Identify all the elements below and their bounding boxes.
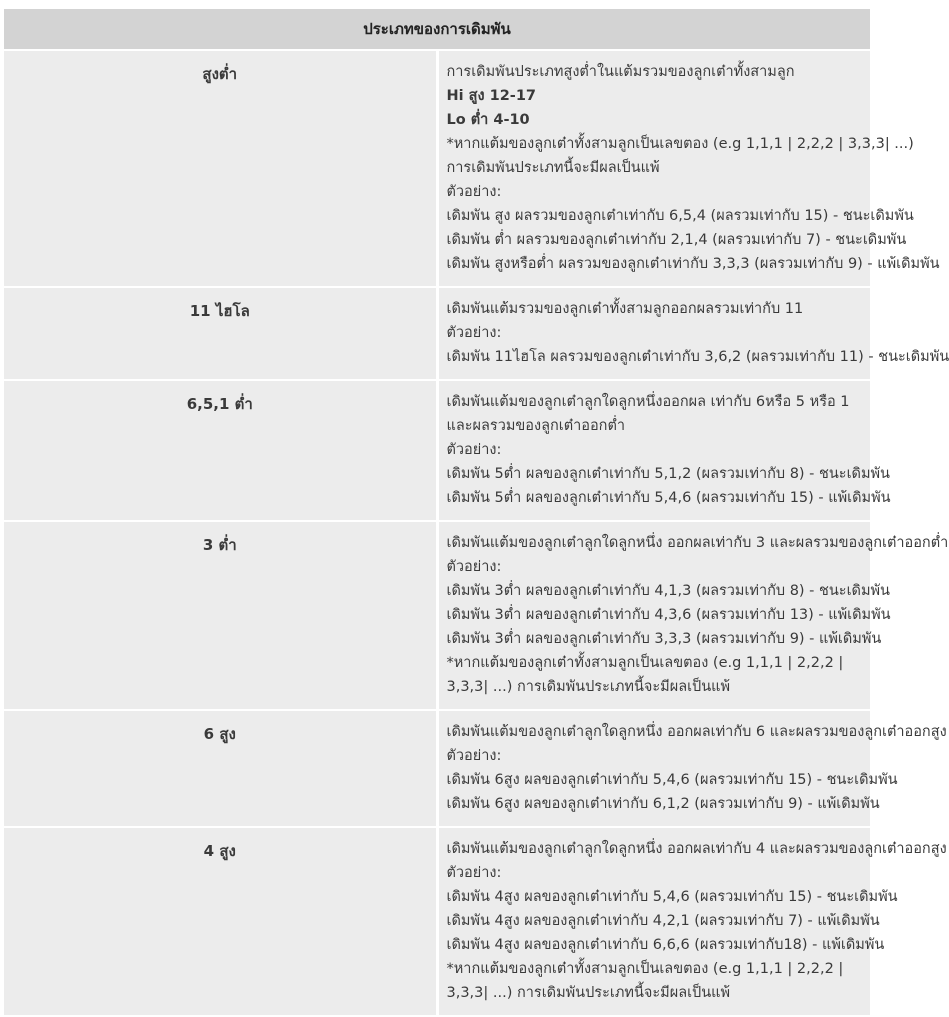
bet-type-description [437, 287, 949, 380]
table-row [4, 50, 870, 287]
description-line: เดิมพัน 4สูง ผลของลูกเต๋าเท่ากับ 4,2,1 (ผลรวมเท่ากับ 7) - แพ้เดิมพัน [446, 913, 880, 929]
description-line: เดิมพัน 4สูง ผลของลูกเต๋าเท่ากับ 5,4,6 (ผลรวมเท่ากับ 15) - ชนะเดิมพัน [446, 889, 898, 905]
table-row [4, 521, 870, 710]
description-line: เดิมพันแต้มของลูกเต๋าลูกใดลูกหนึ่งออกผล เท่ากับ 6หรือ 5 หรือ 1 [446, 394, 850, 410]
bet-type-description [437, 827, 947, 1016]
description-line: เดิมพันแต้มของลูกเต๋าลูกใดลูกหนึ่ง ออกผลเท่ากับ 3 และผลรวมของลูกเต๋าออกต่ำ [446, 535, 949, 551]
description-line: เดิมพัน สูงหรือต่ำ ผลรวมของลูกเต๋าเท่ากับ 3,3,3 (ผลรวมเท่ากับ 9) - แพ้เดิมพัน [446, 256, 940, 272]
description-line: *หากแต้มของลูกเต๋าทั้งสามลูกเป็นเลขตอง (e.g 1,1,1 | 2,2,2 | 3,3,3| ...) [446, 136, 914, 152]
description-line: Hi สูง 12-17 [446, 88, 537, 104]
description-line: ตัวอย่าง: [446, 559, 502, 575]
description-line: Lo ต่ำ 4-10 [446, 112, 530, 128]
description-line: เดิมพัน 3ต่ำ ผลของลูกเต๋าเท่ากับ 4,3,6 (ผลรวมเท่ากับ 13) - แพ้เดิมพัน [446, 607, 891, 623]
description-line: ตัวอย่าง: [446, 748, 502, 764]
bet-type-description [437, 380, 891, 521]
description-line: ตัวอย่าง: [446, 865, 502, 881]
description-line: เดิมพัน ต่ำ ผลรวมของลูกเต๋าเท่ากับ 2,1,4 (ผลรวมเท่ากับ 7) - ชนะเดิมพัน [446, 232, 907, 248]
bet-type-name: สูงต่ำ [4, 50, 437, 287]
bet-type-name: 11 ไฮโล [4, 287, 437, 380]
description-line: และผลรวมของลูกเต๋าออกต่ำ [446, 418, 626, 434]
description-line: เดิมพันแต้มของลูกเต๋าลูกใดลูกหนึ่ง ออกผลเท่ากับ 6 และผลรวมของลูกเต๋าออกสูง [446, 724, 947, 740]
description-line: เดิมพัน 5ต่ำ ผลของลูกเต๋าเท่ากับ 5,1,2 (ผลรวมเท่ากับ 8) - ชนะเดิมพัน [446, 466, 890, 482]
description-line: การเดิมพันประเภทนี้จะมีผลเป็นแพ้ [446, 160, 660, 176]
description-line: เดิมพัน 4สูง ผลของลูกเต๋าเท่ากับ 6,6,6 (ผลรวมเท่ากับ18) - แพ้เดิมพัน [446, 937, 885, 953]
bet-type-name: 6,5,1 ต่ำ [4, 380, 437, 521]
description-line: เดิมพัน 6สูง ผลของลูกเต๋าเท่ากับ 5,4,6 (ผลรวมเท่ากับ 15) - ชนะเดิมพัน [446, 772, 898, 788]
bet-type-name: 4 สูง [4, 827, 437, 1016]
description-line: การเดิมพันประเภทสูงต่ำในแต้มรวมของลูกเต๋าทั้งสามลูก [446, 64, 795, 80]
table-body [4, 50, 949, 1016]
description-line: เดิมพัน 11ไฮโล ผลรวมของลูกเต๋าเท่ากับ 3,6,2 (ผลรวมเท่ากับ 11) - ชนะเดิมพัน [446, 349, 949, 365]
description-line: *หากแต้มของลูกเต๋าทั้งสามลูกเป็นเลขตอง (e.g 1,1,1 | 2,2,2 | 3,3,3| ...) การเดิมพันประเภทนี้จะมีผลเป็นแพ้ [446, 655, 844, 695]
bet-type-description [437, 521, 949, 710]
bet-type-description [437, 710, 947, 827]
description-line: *หากแต้มของลูกเต๋าทั้งสามลูกเป็นเลขตอง (e.g 1,1,1 | 2,2,2 | 3,3,3| ...) การเดิมพันประเภทนี้จะมีผลเป็นแพ้ [446, 961, 844, 1001]
bet-type-description [437, 50, 940, 287]
table-row [4, 287, 870, 380]
bet-types-table [4, 9, 949, 1017]
bet-type-name: 6 สูง [4, 710, 437, 827]
description-line: ตัวอย่าง: [446, 442, 502, 458]
bet-type-name: 3 ต่ำ [4, 521, 437, 710]
description-line: ตัวอย่าง: [446, 325, 502, 341]
table-title: ประเภทของการเดิมพัน [4, 9, 870, 50]
description-line: เดิมพัน 3ต่ำ ผลของลูกเต๋าเท่ากับ 3,3,3 (ผลรวมเท่ากับ 9) - แพ้เดิมพัน [446, 631, 882, 647]
description-line: เดิมพันแต้มของลูกเต๋าลูกใดลูกหนึ่ง ออกผลเท่ากับ 4 และผลรวมของลูกเต๋าออกสูง [446, 841, 947, 857]
description-line: ตัวอย่าง: [446, 184, 502, 200]
description-line: เดิมพัน 3ต่ำ ผลของลูกเต๋าเท่ากับ 4,1,3 (ผลรวมเท่ากับ 8) - ชนะเดิมพัน [446, 583, 890, 599]
description-line: เดิมพัน สูง ผลรวมของลูกเต๋าเท่ากับ 6,5,4 (ผลรวมเท่ากับ 15) - ชนะเดิมพัน [446, 208, 914, 224]
description-line: เดิมพันแต้มรวมของลูกเต๋าทั้งสามลูกออกผลรวมเท่ากับ 11 [446, 301, 804, 317]
description-line: เดิมพัน 6สูง ผลของลูกเต๋าเท่ากับ 6,1,2 (ผลรวมเท่ากับ 9) - แพ้เดิมพัน [446, 796, 880, 812]
description-line: เดิมพัน 5ต่ำ ผลของลูกเต๋าเท่ากับ 5,4,6 (ผลรวมเท่ากับ 15) - แพ้เดิมพัน [446, 490, 891, 506]
table-row [4, 827, 870, 1016]
table-header-row [4, 9, 870, 50]
table-row [4, 380, 870, 521]
table-row [4, 710, 870, 827]
